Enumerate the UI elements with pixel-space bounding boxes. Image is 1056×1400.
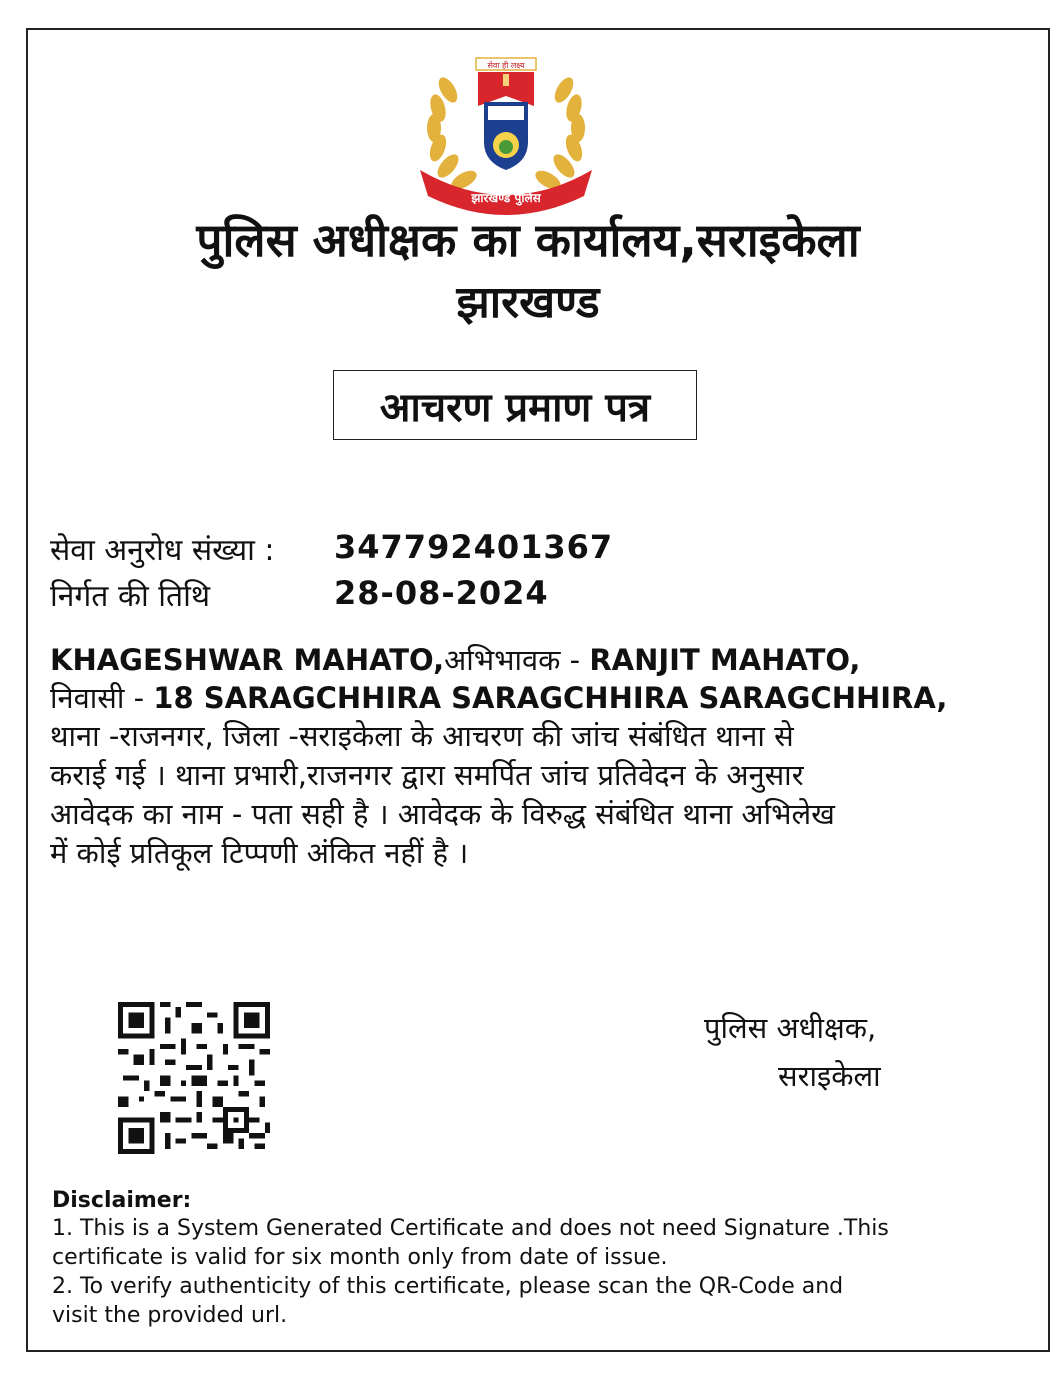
resident-label: निवासी - bbox=[50, 681, 154, 715]
disclaimer-line-3: 2. To verify authenticity of this certificate, please scan the QR-Code and bbox=[52, 1274, 844, 1299]
body-line-3: थाना -राजनगर, जिला -सराइकेला के आचरण की जांच संबंधित थाना से bbox=[50, 719, 794, 753]
wreath-right bbox=[532, 74, 585, 193]
body-line-6: में कोई प्रतिकूल टिप्पणी अंकित नहीं है । bbox=[50, 836, 469, 870]
body-line-2 bbox=[50, 678, 947, 717]
issue-date-label: निर्गत की तिथि bbox=[50, 579, 211, 614]
disclaimer-line-4: visit the provided url. bbox=[52, 1303, 288, 1328]
body-line-5: आवेदक का नाम - पता सही है । आवेदक के विरुद्ध संबंधित थाना अभिलेख bbox=[50, 797, 835, 831]
state-title: झारखण्ड bbox=[456, 277, 600, 328]
signatory-location: सराइकेला bbox=[778, 1059, 881, 1093]
disclaimer-line-1: 1. This is a System Generated Certificate and does not need Signature .This bbox=[52, 1216, 889, 1241]
body-line-1 bbox=[50, 640, 860, 679]
disclaimer-title: Disclaimer: bbox=[52, 1188, 192, 1213]
signatory-designation: पुलिस अधीक्षक, bbox=[704, 1011, 877, 1045]
request-number-value: 347792401367 bbox=[334, 528, 614, 566]
guardian-name: RANJIT MAHATO, bbox=[589, 643, 861, 677]
office-title: पुलिस अधीक्षक का कार्यालय,सराइकेला bbox=[196, 213, 860, 267]
issue-date-value: 28-08-2024 bbox=[334, 574, 549, 612]
verification-qr-code[interactable] bbox=[118, 1002, 270, 1154]
certificate-title: आचरण प्रमाण पत्र bbox=[333, 370, 697, 440]
motto-text: सेवा ही लक्ष्य bbox=[487, 61, 525, 70]
body-line-4: कराई गई । थाना प्रभारी,राजनगर द्वारा समर्पित जांच प्रतिवेदन के अनुसार bbox=[50, 758, 804, 792]
address: 18 SARAGCHHIRA SARAGCHHIRA SARAGCHHIRA, bbox=[153, 681, 948, 715]
disclaimer-line-2: certificate is valid for six month only from date of issue. bbox=[52, 1245, 668, 1270]
guardian-label: अभिभावक - bbox=[444, 643, 590, 677]
applicant-name: KHAGESHWAR MAHATO, bbox=[50, 643, 445, 677]
wreath-left bbox=[427, 74, 480, 193]
banner-text: झारखण्ड पुलिस bbox=[471, 191, 541, 205]
request-number-label: सेवा अनुरोध संख्या : bbox=[50, 533, 275, 568]
jharkhand-police-emblem bbox=[408, 50, 604, 222]
